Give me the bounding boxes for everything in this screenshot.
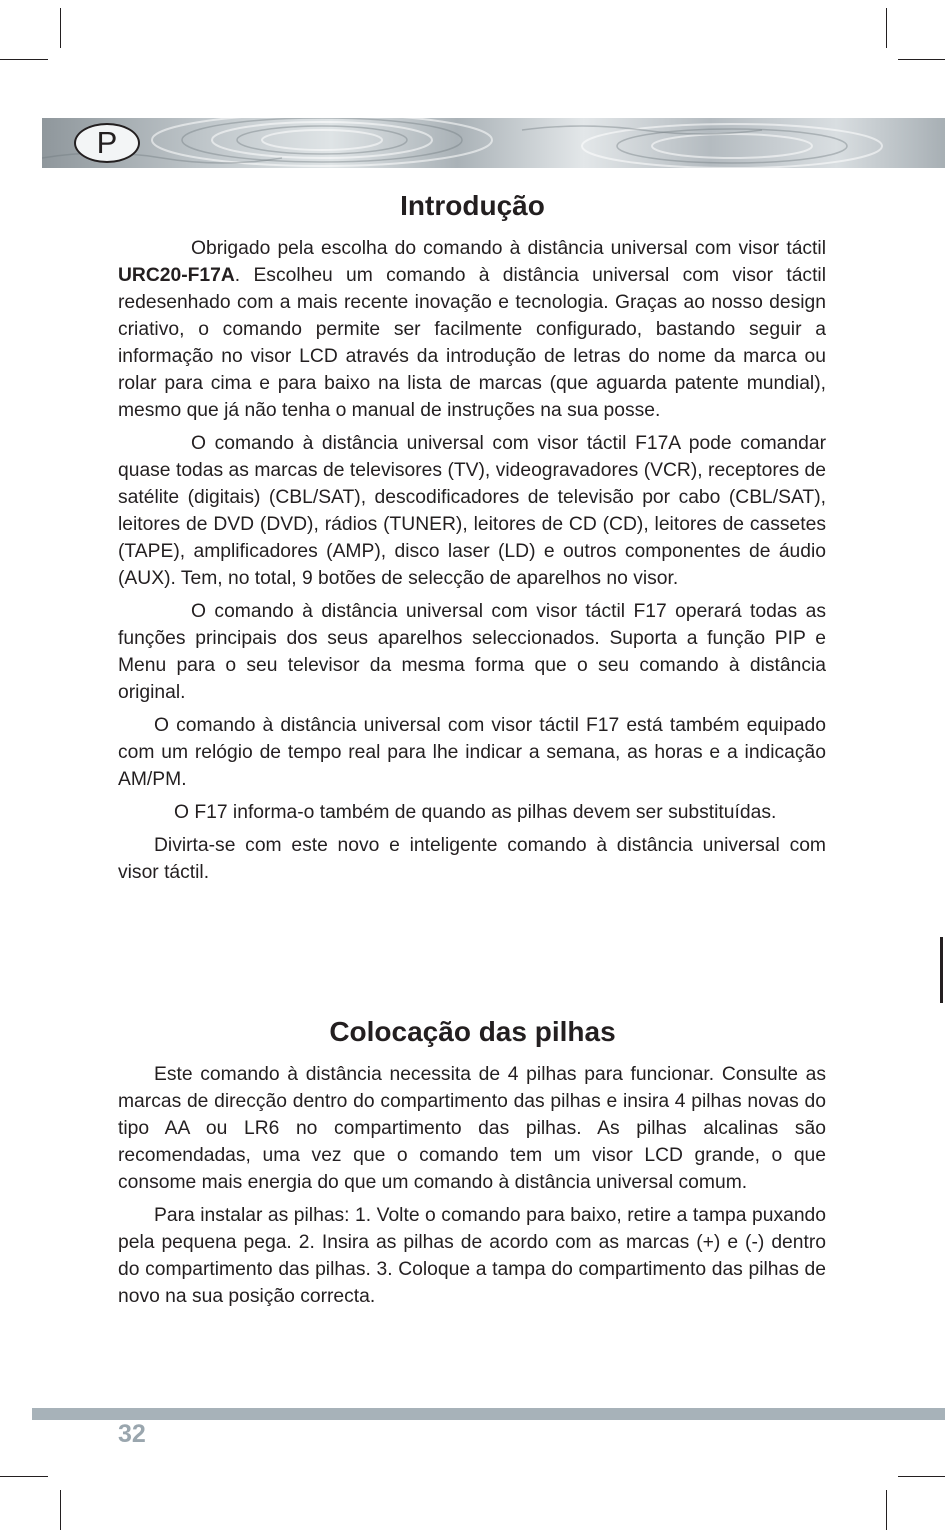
- crop-mark: [898, 1476, 945, 1477]
- intro-paragraph-1: [118, 235, 826, 424]
- batteries-paragraph-1: Este comando à distância necessita de 4 pilhas para funcionar. Consulte as marcas de direcção dentro do compartimento das pilhas e insira 4 pilhas novas do tipo AA ou LR6 no compartimento das pilhas. As pilhas alcalinas são recomendadas, uma vez que o comando tem um visor LCD grande, o que consome mais energia do que um comando à distância universal comum.: [118, 1064, 826, 1193]
- intro-body: [118, 235, 826, 892]
- crop-mark: [60, 8, 61, 48]
- header-banner: [42, 118, 945, 168]
- footer-bar: [32, 1408, 945, 1420]
- intro-paragraph-3: O comando à distância universal com visor táctil F17 operará todas as funções principais dos seus aparelhos seleccionados. Suporta a função PIP e Menu para o seu televisor da mesma forma que o seu comando à distância original.: [118, 601, 826, 703]
- crop-mark: [886, 1490, 887, 1530]
- batteries-body: [118, 1061, 826, 1316]
- intro-title: Introdução: [400, 190, 545, 221]
- intro-paragraph-5: O F17 informa-o também de quando as pilhas devem ser substituídas.: [174, 802, 777, 823]
- model-number: URC20-F17A: [118, 265, 235, 286]
- crop-mark: [0, 59, 48, 60]
- crop-mark: [0, 1476, 48, 1477]
- water-ripple-graphic: [42, 118, 945, 168]
- crop-mark: [60, 1490, 61, 1530]
- intro-p1-start: Obrigado pela escolha do comando à distância universal com visor táctil: [191, 238, 826, 259]
- intro-p1-end: . Escolheu um comando à distância universal com visor táctil redesenhado com a mais recente inovação e tecnologia. Graças ao nosso design criativo, o comando permite ser facilmente configurado, bastando seguir a informação no visor LCD através da introdução de letras do nome da marca ou rolar para cima e para baixo na lista de marcas (que aguarda patente mundial), mesmo que já não tenha o manual de instruções na sua posse.: [118, 265, 826, 421]
- intro-paragraph-2: O comando à distância universal com visor táctil F17A pode comandar quase todas as marcas de televisores (TV), videogravadores (VCR), receptores de satélite (digitais) (CBL/SAT), descodificadores de televisão por cabo (CBL/SAT), leitores de DVD (DVD), rádios (TUNER), leitores de CD (CD), leitores de cassetes (TAPE), amplificadores (AMP), disco laser (LD) e outros componentes de áudio (AUX). Tem, no total, 9 botões de selecção de aparelhos no visor.: [118, 433, 826, 589]
- language-badge: [74, 123, 140, 163]
- page-number: 32: [118, 1420, 146, 1448]
- language-label: P: [96, 125, 118, 160]
- crop-mark: [886, 8, 887, 48]
- margin-mark: [940, 937, 943, 1003]
- crop-mark: [898, 59, 945, 60]
- batteries-title: Colocação das pilhas: [329, 1016, 616, 1047]
- intro-paragraph-4: O comando à distância universal com visor táctil F17 está também equipado com um relógio de tempo real para lhe indicar a semana, as horas e a indicação AM/PM.: [118, 715, 826, 790]
- batteries-paragraph-2: Para instalar as pilhas: 1. Volte o comando para baixo, retire a tampa puxando pela pequena pega. 2. Insira as pilhas de acordo com as marcas (+) e (-) dentro do compartimento das pilhas. 3. Coloque a tampa do compartimento das pilhas de novo na sua posição correcta.: [118, 1205, 826, 1307]
- intro-paragraph-6: Divirta-se com este novo e inteligente comando à distância universal com visor táctil.: [118, 835, 826, 883]
